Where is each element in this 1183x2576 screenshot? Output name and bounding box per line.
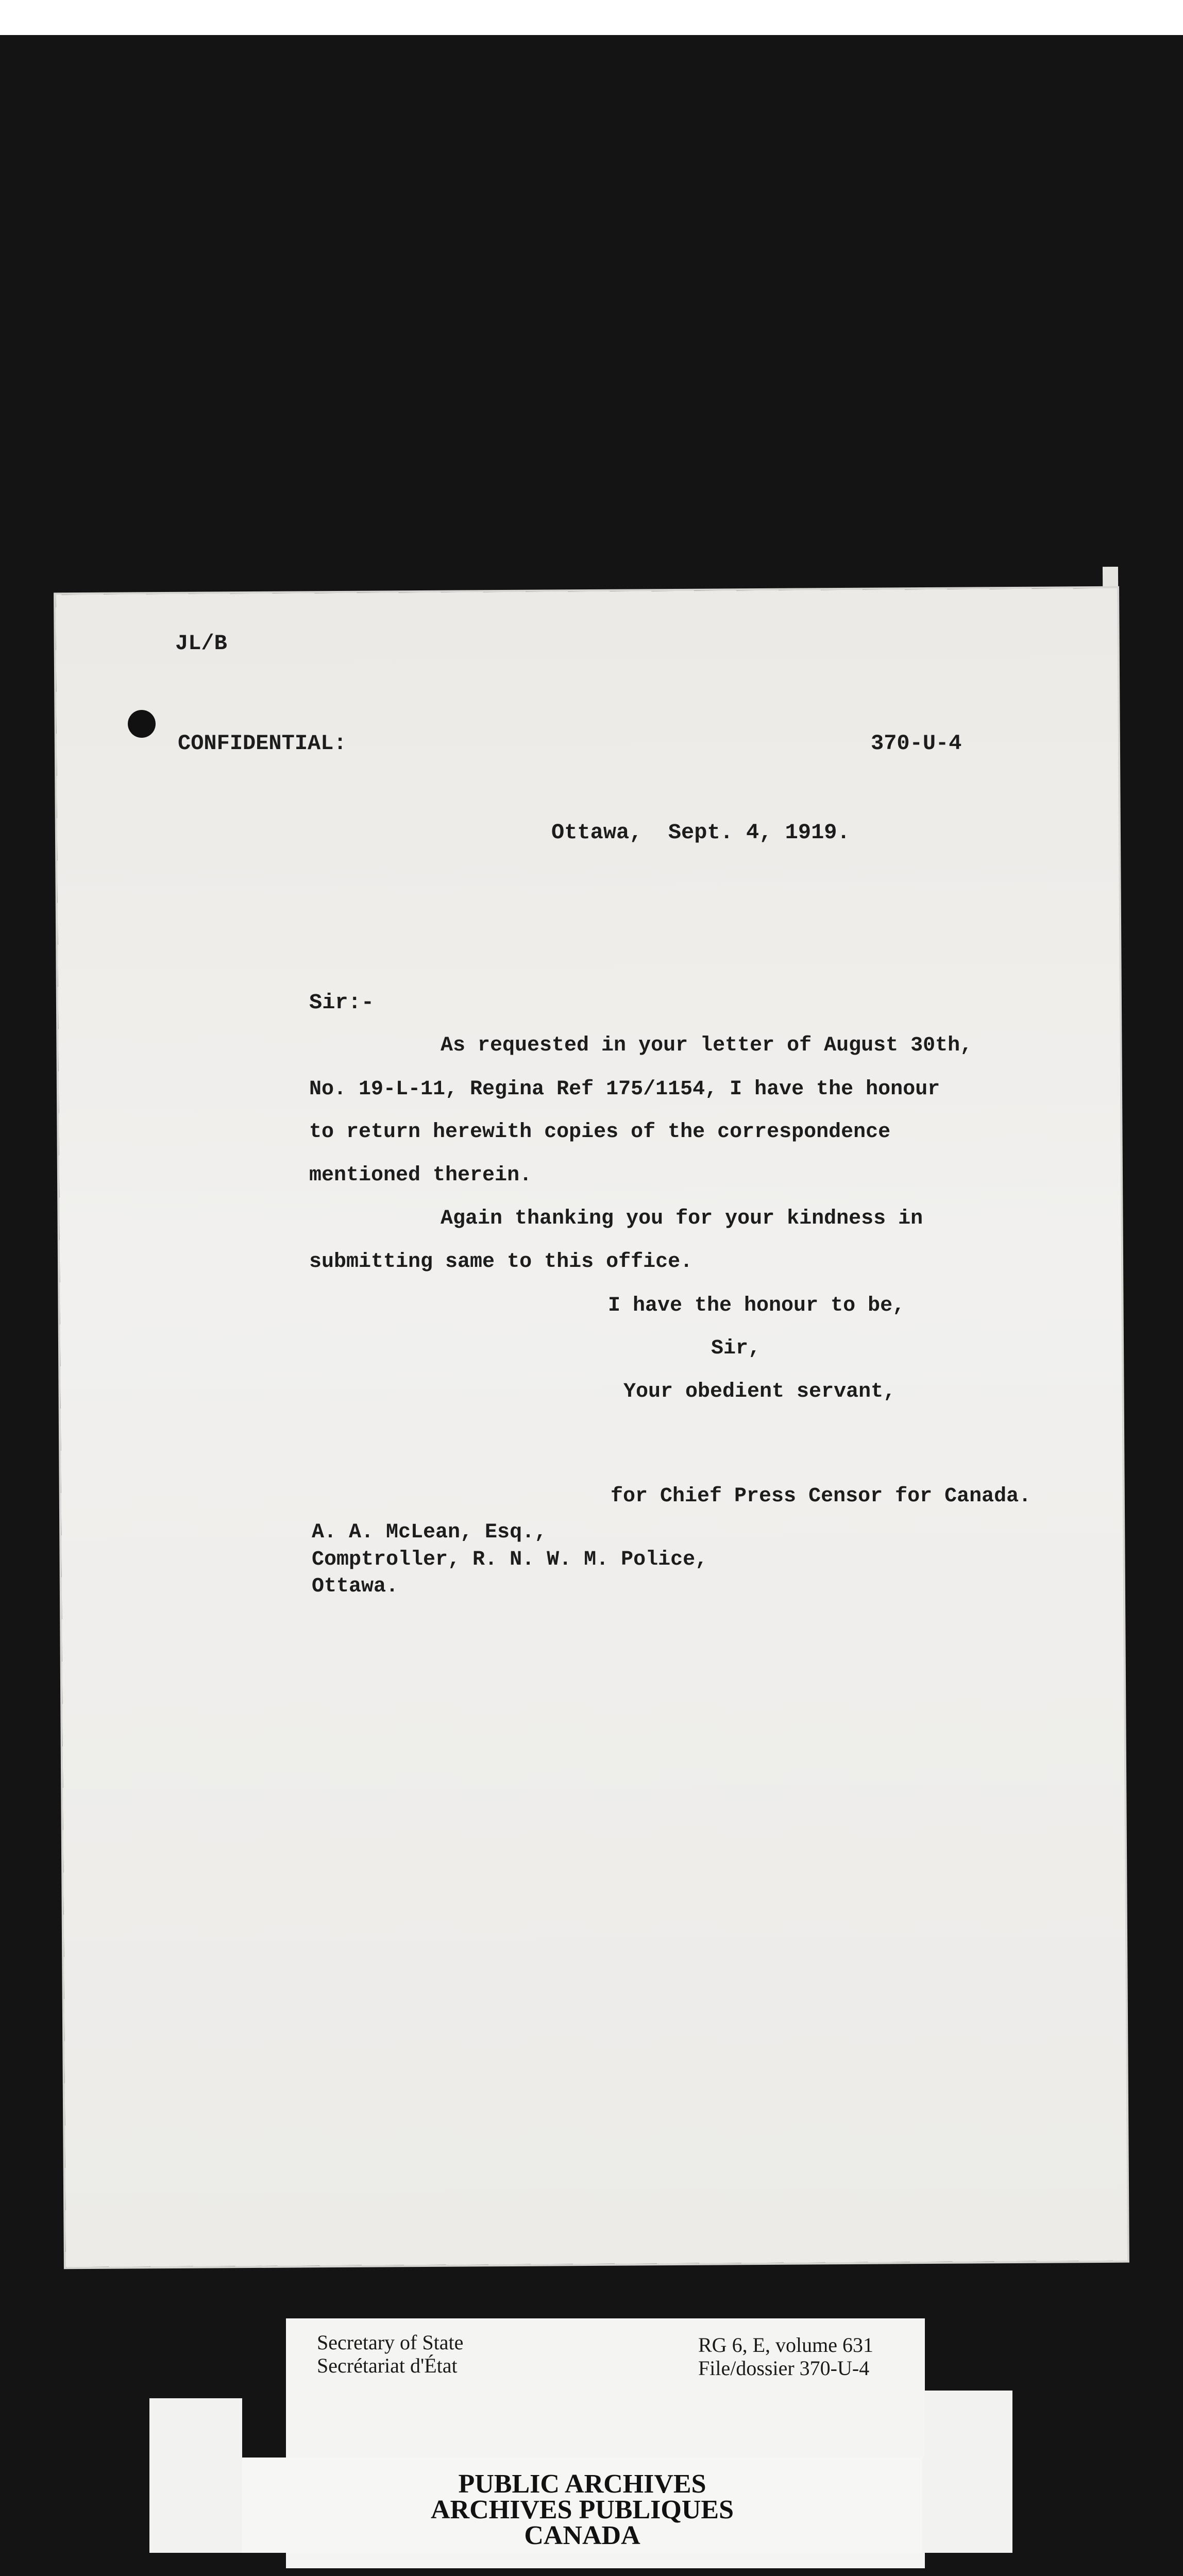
- signature-line: for Chief Press Censor for Canada.: [611, 1485, 1032, 1508]
- archive-file: File/dossier 370-U-4: [698, 2357, 870, 2380]
- archive-tab-right: [917, 2391, 1012, 2553]
- punch-hole: [128, 710, 156, 738]
- archive-reference: RG 6, E, volume 631: [698, 2333, 873, 2357]
- body-line: No. 19-L-11, Regina Ref 175/1154, I have the honour: [309, 1078, 940, 1101]
- closing-line: Sir,: [711, 1337, 761, 1360]
- addressee-line: Ottawa.: [312, 1575, 399, 1598]
- classification-heading: CONFIDENTIAL:: [178, 731, 347, 756]
- stamp-line: ARCHIVES PUBLIQUES: [430, 2495, 734, 2524]
- stamp-line: PUBLIC ARCHIVES: [458, 2469, 706, 2499]
- salutation: Sir:-: [309, 990, 375, 1015]
- body-line: submitting same to this office.: [309, 1250, 693, 1274]
- archive-label: [286, 2318, 925, 2458]
- addressee-line: A. A. McLean, Esq.,: [312, 1521, 547, 1544]
- archive-stamp-base: [286, 2553, 925, 2568]
- file-number: 370-U-4: [871, 731, 962, 756]
- typist-initials: JL/B: [175, 631, 227, 656]
- closing-line: I have the honour to be,: [608, 1294, 905, 1317]
- body-line: mentioned therein.: [309, 1164, 532, 1187]
- department-fr: Secrétariat d'État: [317, 2354, 458, 2377]
- body-line: to return herewith copies of the correspondence: [309, 1121, 891, 1144]
- body-line: Again thanking you for your kindness in: [441, 1207, 923, 1230]
- closing-line: Your obedient servant,: [623, 1380, 896, 1403]
- addressee-line: Comptroller, R. N. W. M. Police,: [312, 1548, 708, 1571]
- archive-tab-left: [149, 2398, 242, 2553]
- stamp-line: CANADA: [524, 2521, 640, 2550]
- place-date: Ottawa, Sept. 4, 1919.: [551, 820, 850, 845]
- department-en: Secretary of State: [317, 2331, 464, 2354]
- body-line: As requested in your letter of August 30th,: [441, 1034, 973, 1057]
- archive-stamp: [242, 2458, 922, 2553]
